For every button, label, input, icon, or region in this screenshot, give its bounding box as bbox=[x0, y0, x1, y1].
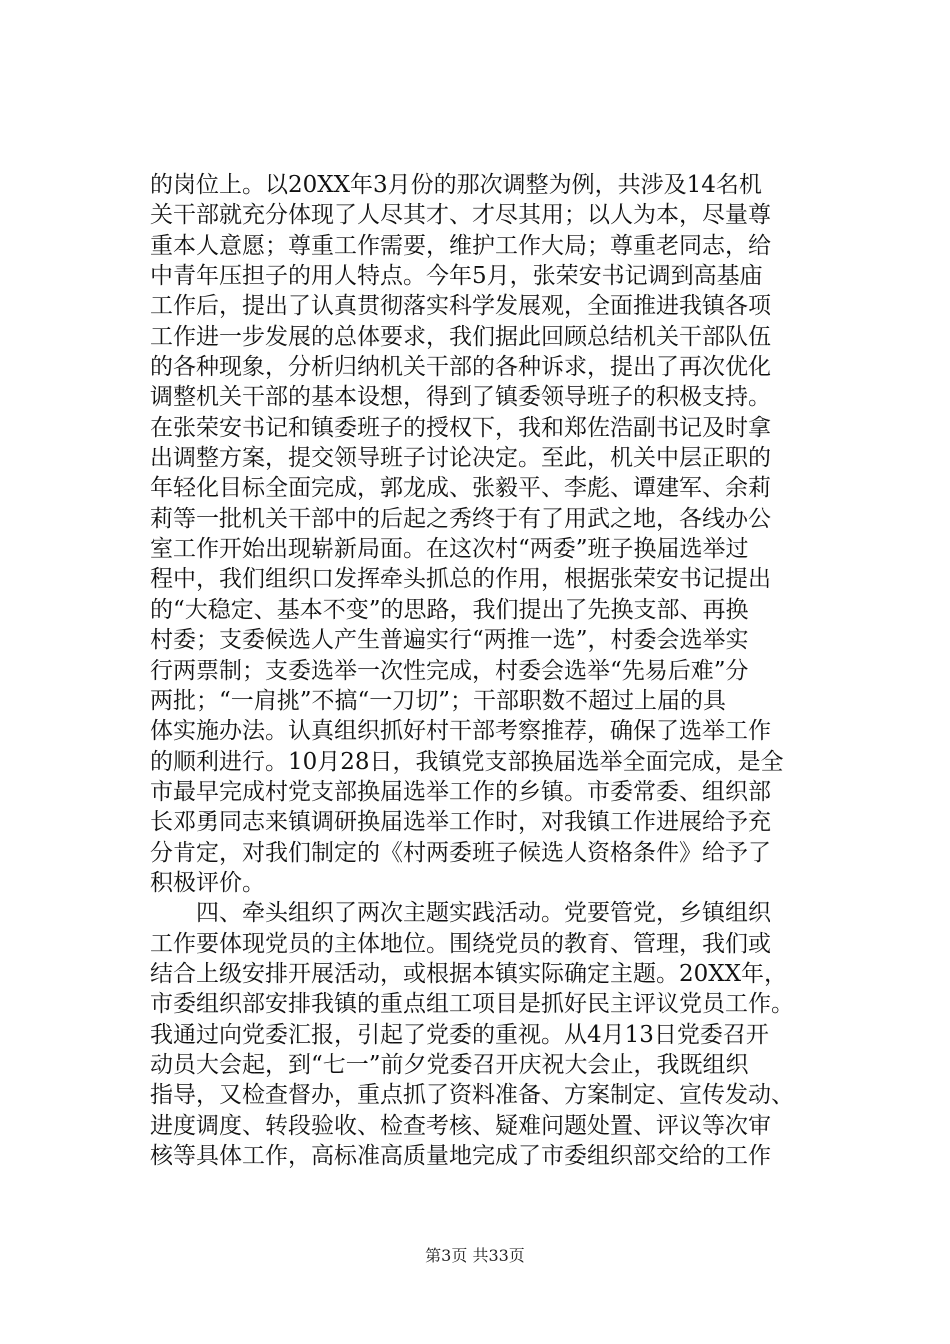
text-line: 工作要体现党员的主体地位。围绕党员的教育、管理，我们或 bbox=[150, 930, 771, 957]
text-line: 中青年压担子的用人特点。今年5月，张荣安书记调到高基庙 bbox=[150, 263, 763, 290]
text-line: 积极评价。 bbox=[150, 869, 265, 896]
text-line: 出调整方案，提交领导班子讨论决定。至此，机关中层正职的 bbox=[150, 445, 771, 472]
body-text bbox=[150, 170, 820, 1171]
text-line: 进度调度、转段验收、检查考核、疑难问题处置、评议等次审 bbox=[150, 1112, 771, 1139]
text-line: 长邓勇同志来镇调研换届选举工作时，对我镇工作进展给予充 bbox=[150, 809, 771, 836]
text-line: 的“大稳定、基本不变”的思路，我们提出了先换支部、再换 bbox=[150, 596, 749, 623]
text-line: 指导，又检查督办，重点抓了资料准备、方案制定、宣传发动、 bbox=[150, 1082, 794, 1109]
text-line: 市最早完成村党支部换届选举工作的乡镇。市委常委、组织部 bbox=[150, 778, 771, 805]
text-line: 程中，我们组织口发挥牵头抓总的作用，根据张荣安书记提出 bbox=[150, 566, 771, 593]
text-line: 分肯定，对我们制定的《村两委班子候选人资格条件》给予了 bbox=[150, 839, 771, 866]
text-line: 调整机关干部的基本设想，得到了镇委领导班子的积极支持。 bbox=[150, 384, 771, 411]
text-line: 的顺利进行。10月28日，我镇党支部换届选举全面完成，是全 bbox=[150, 748, 784, 775]
text-line: 四、牵头组织了两次主题实践活动。党要管党，乡镇组织 bbox=[150, 900, 771, 927]
text-line: 市委组织部安排我镇的重点组工项目是抓好民主评议党员工作。 bbox=[150, 991, 794, 1018]
text-line: 关干部就充分体现了人尽其才、才尽其用；以人为本，尽量尊 bbox=[150, 202, 771, 229]
text-line: 行两票制；支委选举一次性完成，村委会选举“先易后难”分 bbox=[150, 657, 749, 684]
text-line: 我通过向党委汇报，引起了党委的重视。从4月13日党委召开 bbox=[150, 1021, 769, 1048]
text-line: 两批；“一肩挑”不搞“一刀切”；干部职数不超过上届的具 bbox=[150, 687, 727, 714]
text-line: 的岗位上。以20XX年3月份的那次调整为例，共涉及14名机 bbox=[150, 172, 762, 198]
text-line: 工作后，提出了认真贯彻落实科学发展观，全面推进我镇各项 bbox=[150, 293, 771, 320]
text-line: 室工作开始出现崭新局面。在这次村“两委”班子换届选举过 bbox=[150, 536, 749, 563]
text-line: 莉等一批机关干部中的后起之秀终于有了用武之地，各线办公 bbox=[150, 505, 771, 532]
text-line: 重本人意愿；尊重工作需要，维护工作大局；尊重老同志，给 bbox=[150, 232, 771, 259]
text-line: 核等具体工作，高标准高质量地完成了市委组织部交给的工作 bbox=[150, 1143, 771, 1169]
text-line: 结合上级安排开展活动，或根据本镇实际确定主题。20XX年， bbox=[150, 960, 788, 987]
text-line: 在张荣安书记和镇委班子的授权下，我和郑佐浩副书记及时拿 bbox=[150, 414, 771, 441]
text-line: 的各种现象，分析归纳机关干部的各种诉求，提出了再次优化 bbox=[150, 354, 771, 381]
text-line: 村委；支委候选人产生普遍实行“两推一选”，村委会选举实 bbox=[150, 627, 749, 654]
text-line: 动员大会起，到“七一”前夕党委召开庆祝大会止，我既组织 bbox=[150, 1051, 749, 1078]
page-footer: 第3页 共33页 bbox=[425, 1246, 525, 1265]
text-line: 工作进一步发展的总体要求，我们据此回顾总结机关干部队伍 bbox=[150, 323, 771, 350]
text-line: 年轻化目标全面完成，郭龙成、张毅平、李彪、谭建军、余莉 bbox=[150, 475, 771, 502]
text-line: 体实施办法。认真组织抓好村干部考察推荐，确保了选举工作 bbox=[150, 718, 771, 745]
